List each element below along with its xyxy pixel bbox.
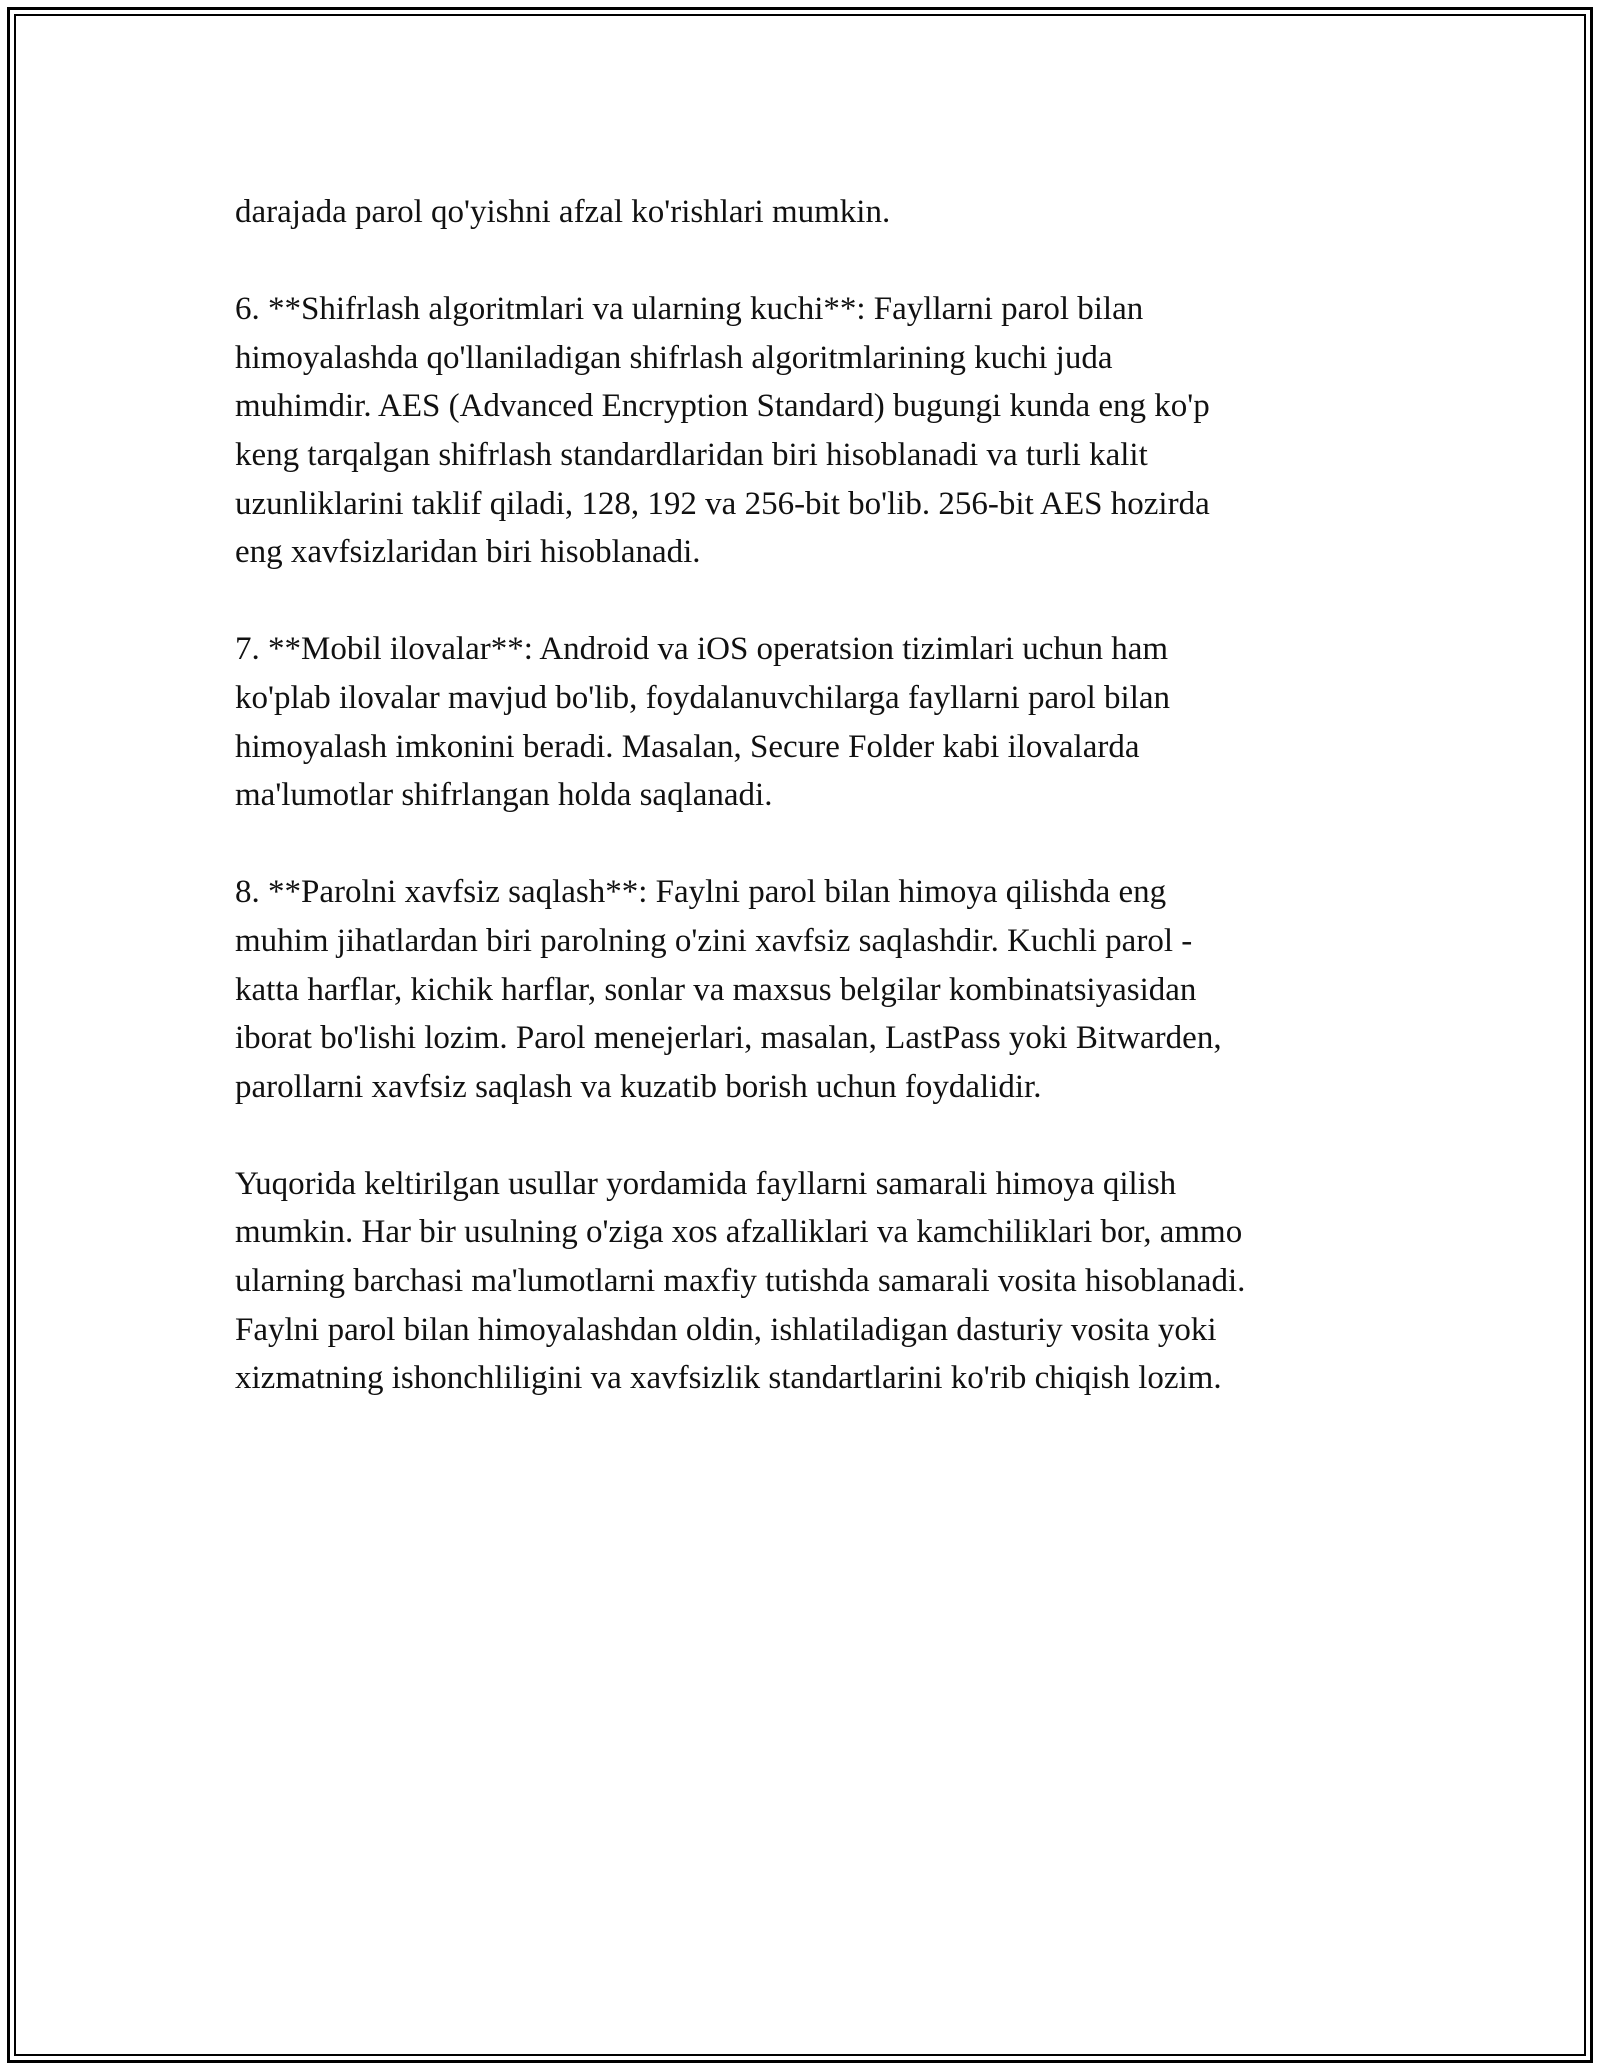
paragraph-item-7-mobile-apps (235, 625, 1395, 819)
text-line: katta harflar, kichik harflar, sonlar va maxsus belgilar kombinatsiyasidan (235, 971, 1197, 1008)
paragraph-conclusion (235, 1160, 1395, 1403)
text-line: keng tarqalgan shifrlash standardlaridan biri hisoblanadi va turli kalit (235, 436, 1148, 473)
paragraph-item-8-password-storage (235, 868, 1395, 1111)
text-line: darajada parol qo'yishni afzal ko'rishlari mumkin. (235, 194, 891, 230)
text-line: 8. **Parolni xavfsiz saqlash**: Faylni parol bilan himoya qilishda eng (235, 874, 1167, 911)
text-line: uzunliklarini taklif qiladi, 128, 192 va 256-bit bo'lib. 256-bit AES hozirda (235, 485, 1210, 522)
text-line: 7. **Mobil ilovalar**: Android va iOS operatsion tizimlari uchun ham (235, 631, 1169, 668)
text-line: xizmatning ishonchliligini va xavfsizlik standartlarini ko'rib chiqish lozim. (235, 1360, 1222, 1397)
text-line: ma'lumotlar shifrlangan holda saqlanadi. (235, 777, 773, 814)
text-line: Faylni parol bilan himoyalashdan oldin, ishlatiladigan dasturiy vosita yoki (235, 1311, 1217, 1348)
text-line: muhim jihatlardan biri parolning o'zini xavfsiz saqlashdir. Kuchli parol - (235, 922, 1193, 959)
text-line: eng xavfsizlaridan biri hisoblanadi. (235, 534, 701, 571)
text-line: ularning barchasi ma'lumotlarni maxfiy tutishda samarali vosita hisoblanadi. (235, 1263, 1246, 1300)
text-line: muhimdir. AES (Advanced Encryption Standard) bugungi kunda eng ko'p (235, 388, 1210, 425)
text-line: 6. **Shifrlash algoritmlari va ularning kuchi**: Fayllarni parol bilan (235, 291, 1144, 328)
paragraph-continuation (235, 188, 1395, 237)
text-line: ko'plab ilovalar mavjud bo'lib, foydalanuvchilarga fayllarni parol bilan (235, 679, 1171, 716)
text-line: parollarni xavfsiz saqlash va kuzatib borish uchun foydalidir. (235, 1068, 1042, 1105)
text-line: iborat bo'lishi lozim. Parol menejerlari, masalan, LastPass yoki Bitwarden, (235, 1020, 1222, 1057)
paragraph-item-6-encryption-algorithms (235, 285, 1395, 577)
document-body (235, 188, 1395, 1451)
text-line: himoyalashda qo'llaniladigan shifrlash algoritmlarining kuchi juda (235, 339, 1113, 376)
text-line: himoyalash imkonini beradi. Masalan, Secure Folder kabi ilovalarda (235, 728, 1140, 765)
text-line: mumkin. Har bir usulning o'ziga xos afzalliklari va kamchiliklari bor, ammo (235, 1214, 1243, 1251)
text-line: Yuqorida keltirilgan usullar yordamida fayllarni samarali himoya qilish (235, 1165, 1177, 1202)
